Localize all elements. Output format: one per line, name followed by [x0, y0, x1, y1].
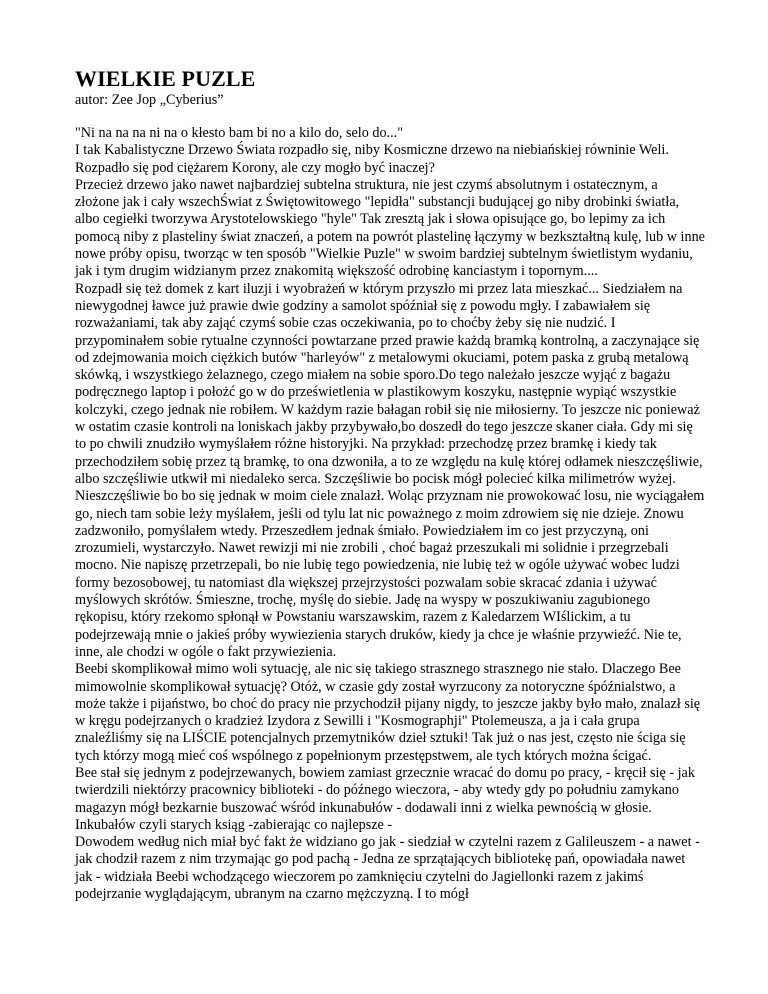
paragraph: I tak Kabalistyczne Drzewo Świata rozpadło się, niby Kosmiczne drzewo na niebiańskiej równinie Weli. Rozpadło się pod ciężarem Korony, ale czy mogło być inaczej? — [75, 142, 669, 176]
paragraph: Rozpadł się też domek z kart iluzji i wyobrażeń w którym przyszło mi przez lata mieszkać... Siedziałem na niewygodnej ławce już prawie dwie godziny a samolot spóźniał się z powodu mgły. I zabawiałem się rozważaniami, tak aby zająć czymś sobie czas oczekiwania, po to choćby żeby się nie nudzić. I przypominałem sobie rytualne czynności powtarzane przed prawie każdą bramką kontrolną, a zaczynające się od zdejmowania moich ciężkich butów "harleyów" z metalowymi okuciami, potem paska z grubą metalową skówką, i wszystkiego żelaznego, czego miałem na sobie sporo.Do tego należało jeszcze wyjąć z bagażu podręcznego laptop i położć go w do prześwietlenia w plastikowym koszyku, następnie wypiąć wszystkie kolczyki, czego jednak nie robiłem. W każdym razie bałagan robił się nie miłosierny. To jeszcze nic ponieważ w ostatim czasie kontroli na loniskach jakby przybywało,bo doszedł do tego jeszcze skaner ciała. Gdy mi się to po chwili znudziło wymyślałem różne historyjki. Na przykład: przechodzę przez bramkę i kiedy tak przechodziłem sobię przez tą bramkę, to ona dzwoniła, a to ze względu na kulę której odłamek nieszczęśliwie, albo szczęśliwie utkwił mi niedaleko serca. Szczęśliwie bo pocisk mógł polecieć kilka milimetrów wyżej. Nieszczęśliwie bo bo się jednak w moim ciele znalazł. Woląc przyznam nie prowokować losu, nie wyciągałem go, niech tam sobie leży myślałem, jeśli od tylu lat nic poważnego z moim zdrowiem się nie dzieje. Znowu zadzwoniło, pomyślałem wtedy. Przeszedłem jednak śmiało. Powiedziałem im co jest przyczyną, oni zrozumieli, wystarczyło. Nawet rewizji mi nie zrobili , choć bagaż przeszukali mi solidnie i przegrzebali mocno. Nie napiszę przetrzepali, bo nie lubię tego powiedzenia, nie lubię też w ogóle używać wobec ludzi formy bezosobowej, tu natomiast dla większej przejrzystości pozwalam sobie skracać zdania i używać myślowych skrótów. Śmieszne, trochę, myślę do siebie. Jadę na wyspy w poszukiwaniu zagubionego rękopisu, który rzekomo spłonął w Powstaniu warszawskim, razem z Kaledarzem WIślickim, a tu podejrzewają mnie o jakieś próby wywiezienia starych druków, kiedy ja chce je właśnie przywieźć. Nie te, inne, ale chodzi w ogóle o fakt przywiezienia. — [75, 280, 705, 660]
document-author: autor: Zee Jop „Cyberius” — [75, 92, 224, 108]
document-body — [75, 125, 705, 903]
paragraph: Dowodem według nich miał być fakt że widziano go jak - siedział w czytelni razem z Galileuszem - a nawet - jak chodził razem z nim trzymając go pod pachą - Jedna ze sprzątających bibliotekę pań, opowiadała nawet jak - widziała Beebi wchodzącego wieczorem po zamknięciu czytelni do Jagiellonki razem z jakimś podejrzanie wyglądającym, ubranym na czarno mężczyzną. I to mógł — [75, 834, 700, 903]
paragraph: Bee stał się jednym z podejrzewanych, bowiem zamiast grzecznie wracać do domu po pracy, - kręcił się - jak twierdzili niektórzy pracownicy biblioteki - do późnego wieczora, - aby wtedy gdy po południu zamykano magazyn mógł bezkarnie buszować wśród inkunabułów - dodawali inni z wielka pewnością w głosie. Inkubałów czyli starych ksiąg -zabierając co najlepsze - — [75, 764, 695, 833]
paragraph: Przecież drzewo jako nawet najbardziej subtelna struktura, nie jest czymś absolutnym i ostatecznym, a złożone jak i cały wszechŚwiat z Świętowitowego "lepidła" substancji budującej go niby drobinki światła, albo cegiełki tworzywa Arystotelowskiego "hyle" Tak zresztą jak i słowa opisujące go, bo lepimy za ich pomocą niby z plasteliny świat znaczeń, a potem na powrót plastelinę łączymy w bezkształtną kulę, lub w inne nowe próby opisu, tworząc w ten sposób "Wielkie Puzle" w swoim bardziej subtelnym świetlistym wydaniu, jak i tym drugim widzianym przez znakomitą większość odrobinę kanciastym i topornym.... — [75, 176, 705, 280]
paragraph: Beebi skomplikował mimo woli sytuację, ale nic się takiego strasznego strasznego nie stało. Dlaczego Bee mimowolnie skomplikował sytuację? Otóż, w czasie gdy został wyrzucony za notoryczne śpóźnialstwo, a może także i pijaństwo, bo choć do pracy nie przychodził pijany nigdy, to jeszcze jakby było mało, znalazł się w kręgu podejrzanych o kradzież Izydora z Sewilli i "Kosmographji" Ptolemeusza, a ja i cała grupa znaleźliśmy się na LIŚCIE potencjalnych przemytników dzieł sztuki! Tak już o nas jest, często nie ściga się tych którzy mogą mieć coś wspólnego z popełnionym przestępstwem, ale tych których można ścigać. — [75, 661, 701, 764]
paragraph: "Ni na na na ni na o kłesto bam bi no a kilo do, selo do..." — [75, 125, 403, 141]
document-page — [75, 66, 705, 903]
document-title: WIELKIE PUZLE — [75, 66, 256, 91]
